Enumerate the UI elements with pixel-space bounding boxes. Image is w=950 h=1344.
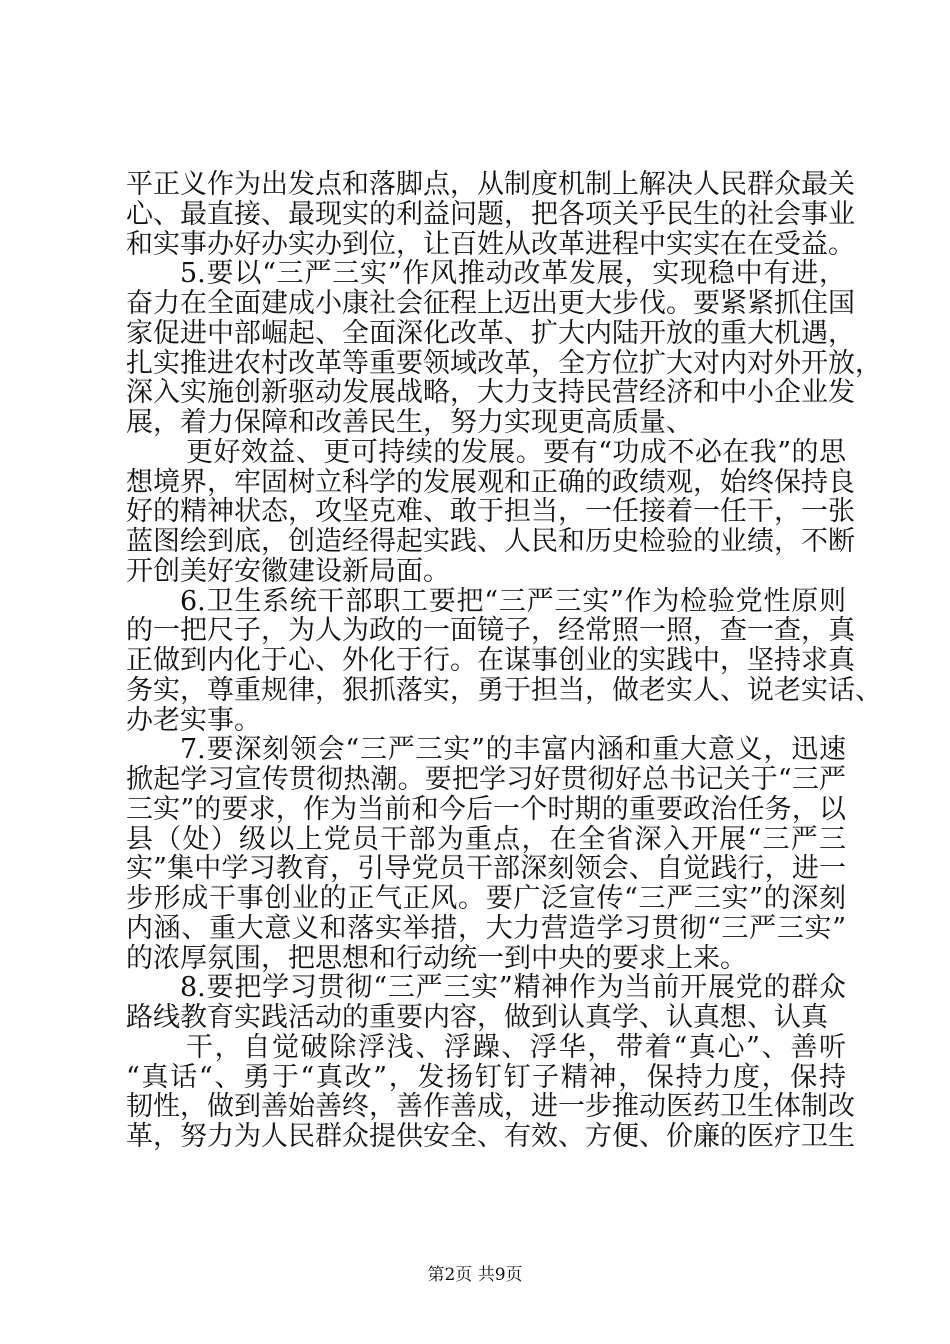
text-line: 步形成干事创业的正气正风。要广泛宣传“三严三实”的深刻 — [126, 883, 846, 914]
page-footer — [0, 1260, 950, 1285]
text-line: 务实，尊重规律，狠抓落实，勇于担当，做老实人、说老实话、 — [126, 674, 882, 706]
page-number-label: 第2页 共9页 — [427, 1265, 523, 1285]
text-line: 7.要深刻领会“三严三实”的丰富内涵和重大意义，迅速 — [180, 734, 846, 766]
text-line: 三实”的要求，作为当前和今后一个时期的重要政治任务，以 — [126, 793, 846, 825]
text-line: 深入实施创新驱动发展战略，大力支持民营经济和中小企业发 — [126, 377, 855, 409]
text-line: 蓝图绘到底，创造经得起实践、人民和历史检验的业绩，不断 — [126, 526, 855, 557]
text-line: 心、最直接、最现实的利益问题，把各项关乎民生的社会事业 — [126, 198, 855, 230]
text-line: 开创美好安徽建设新局面。 — [126, 555, 450, 587]
text-line: 扎实推进农村改革等重要领域改革，全方位扩大对内对外开放， — [126, 347, 882, 379]
text-line: 路线教育实践活动的重要内容，做到认真学、认真想、认真 — [126, 1002, 828, 1033]
text-line: 革，努力为人民群众提供安全、有效、方便、价廉的医疗卫生 — [126, 1121, 855, 1152]
text-line: 8.要把学习贯彻“三严三实”精神作为当前开展党的群众 — [180, 972, 846, 1004]
text-line: 办老实事。 — [126, 704, 261, 736]
text-line: 正做到内化于心、外化于行。在谋事创业的实践中，坚持求真 — [126, 645, 855, 676]
text-line: 更好效益、更可持续的发展。要有“功成不必在我”的思 — [186, 436, 846, 468]
text-line: 奋力在全面建成小康社会征程上迈出更大步伐。要紧紧抓住国 — [126, 288, 855, 319]
text-line: 好的精神状态，攻坚克难、敢于担当，一任接着一任干，一张 — [126, 496, 855, 528]
text-line: 的浓厚氛围，把思想和行动统一到中央的要求上来。 — [126, 942, 747, 974]
document-body — [126, 169, 882, 1152]
text-line: 韧性，做到善始善终，善作善成，进一步推动医药卫生体制改 — [126, 1091, 855, 1123]
text-line: 6.卫生系统干部职工要把“三严三实”作为检验党性原则 — [180, 585, 846, 617]
text-line: 县（处）级以上党员干部为重点，在全省深入开展“三严三 — [126, 823, 846, 855]
text-line: 的一把尺子，为人为政的一面镜子，经常照一照，查一查，真 — [126, 615, 855, 647]
text-line: 5.要以“三严三实”作风推动改革发展，实现稳中有进， — [180, 258, 846, 290]
text-line: 内涵、重大意义和落实举措，大力营造学习贯彻“三严三实” — [126, 912, 846, 944]
text-line: 掀起学习宣传贯彻热潮。要把学习好贯彻好总书记关于“三严 — [126, 764, 846, 795]
text-line: “真话“、勇于“真改”，发扬钉钉子精神，保持力度，保持 — [126, 1061, 846, 1093]
text-line: 实”集中学习教育，引导党员干部深刻领会、自觉践行，进一 — [126, 853, 846, 885]
text-line: 家促进中部崛起、全面深化改革、扩大内陆开放的重大机遇， — [126, 317, 855, 349]
text-line: 干，自觉破除浮浅、浮躁、浮华，带着“真心”、善听 — [186, 1031, 846, 1063]
text-line: 平正义作为出发点和落脚点，从制度机制上解决人民群众最关 — [126, 169, 855, 200]
text-line: 想境界，牢固树立科学的发展观和正确的政绩观，始终保持良 — [126, 466, 855, 498]
text-line: 展，着力保障和改善民生，努力实现更高质量、 — [126, 407, 693, 438]
text-line: 和实事办好办实办到位，让百姓从改革进程中实实在在受益。 — [126, 228, 855, 260]
